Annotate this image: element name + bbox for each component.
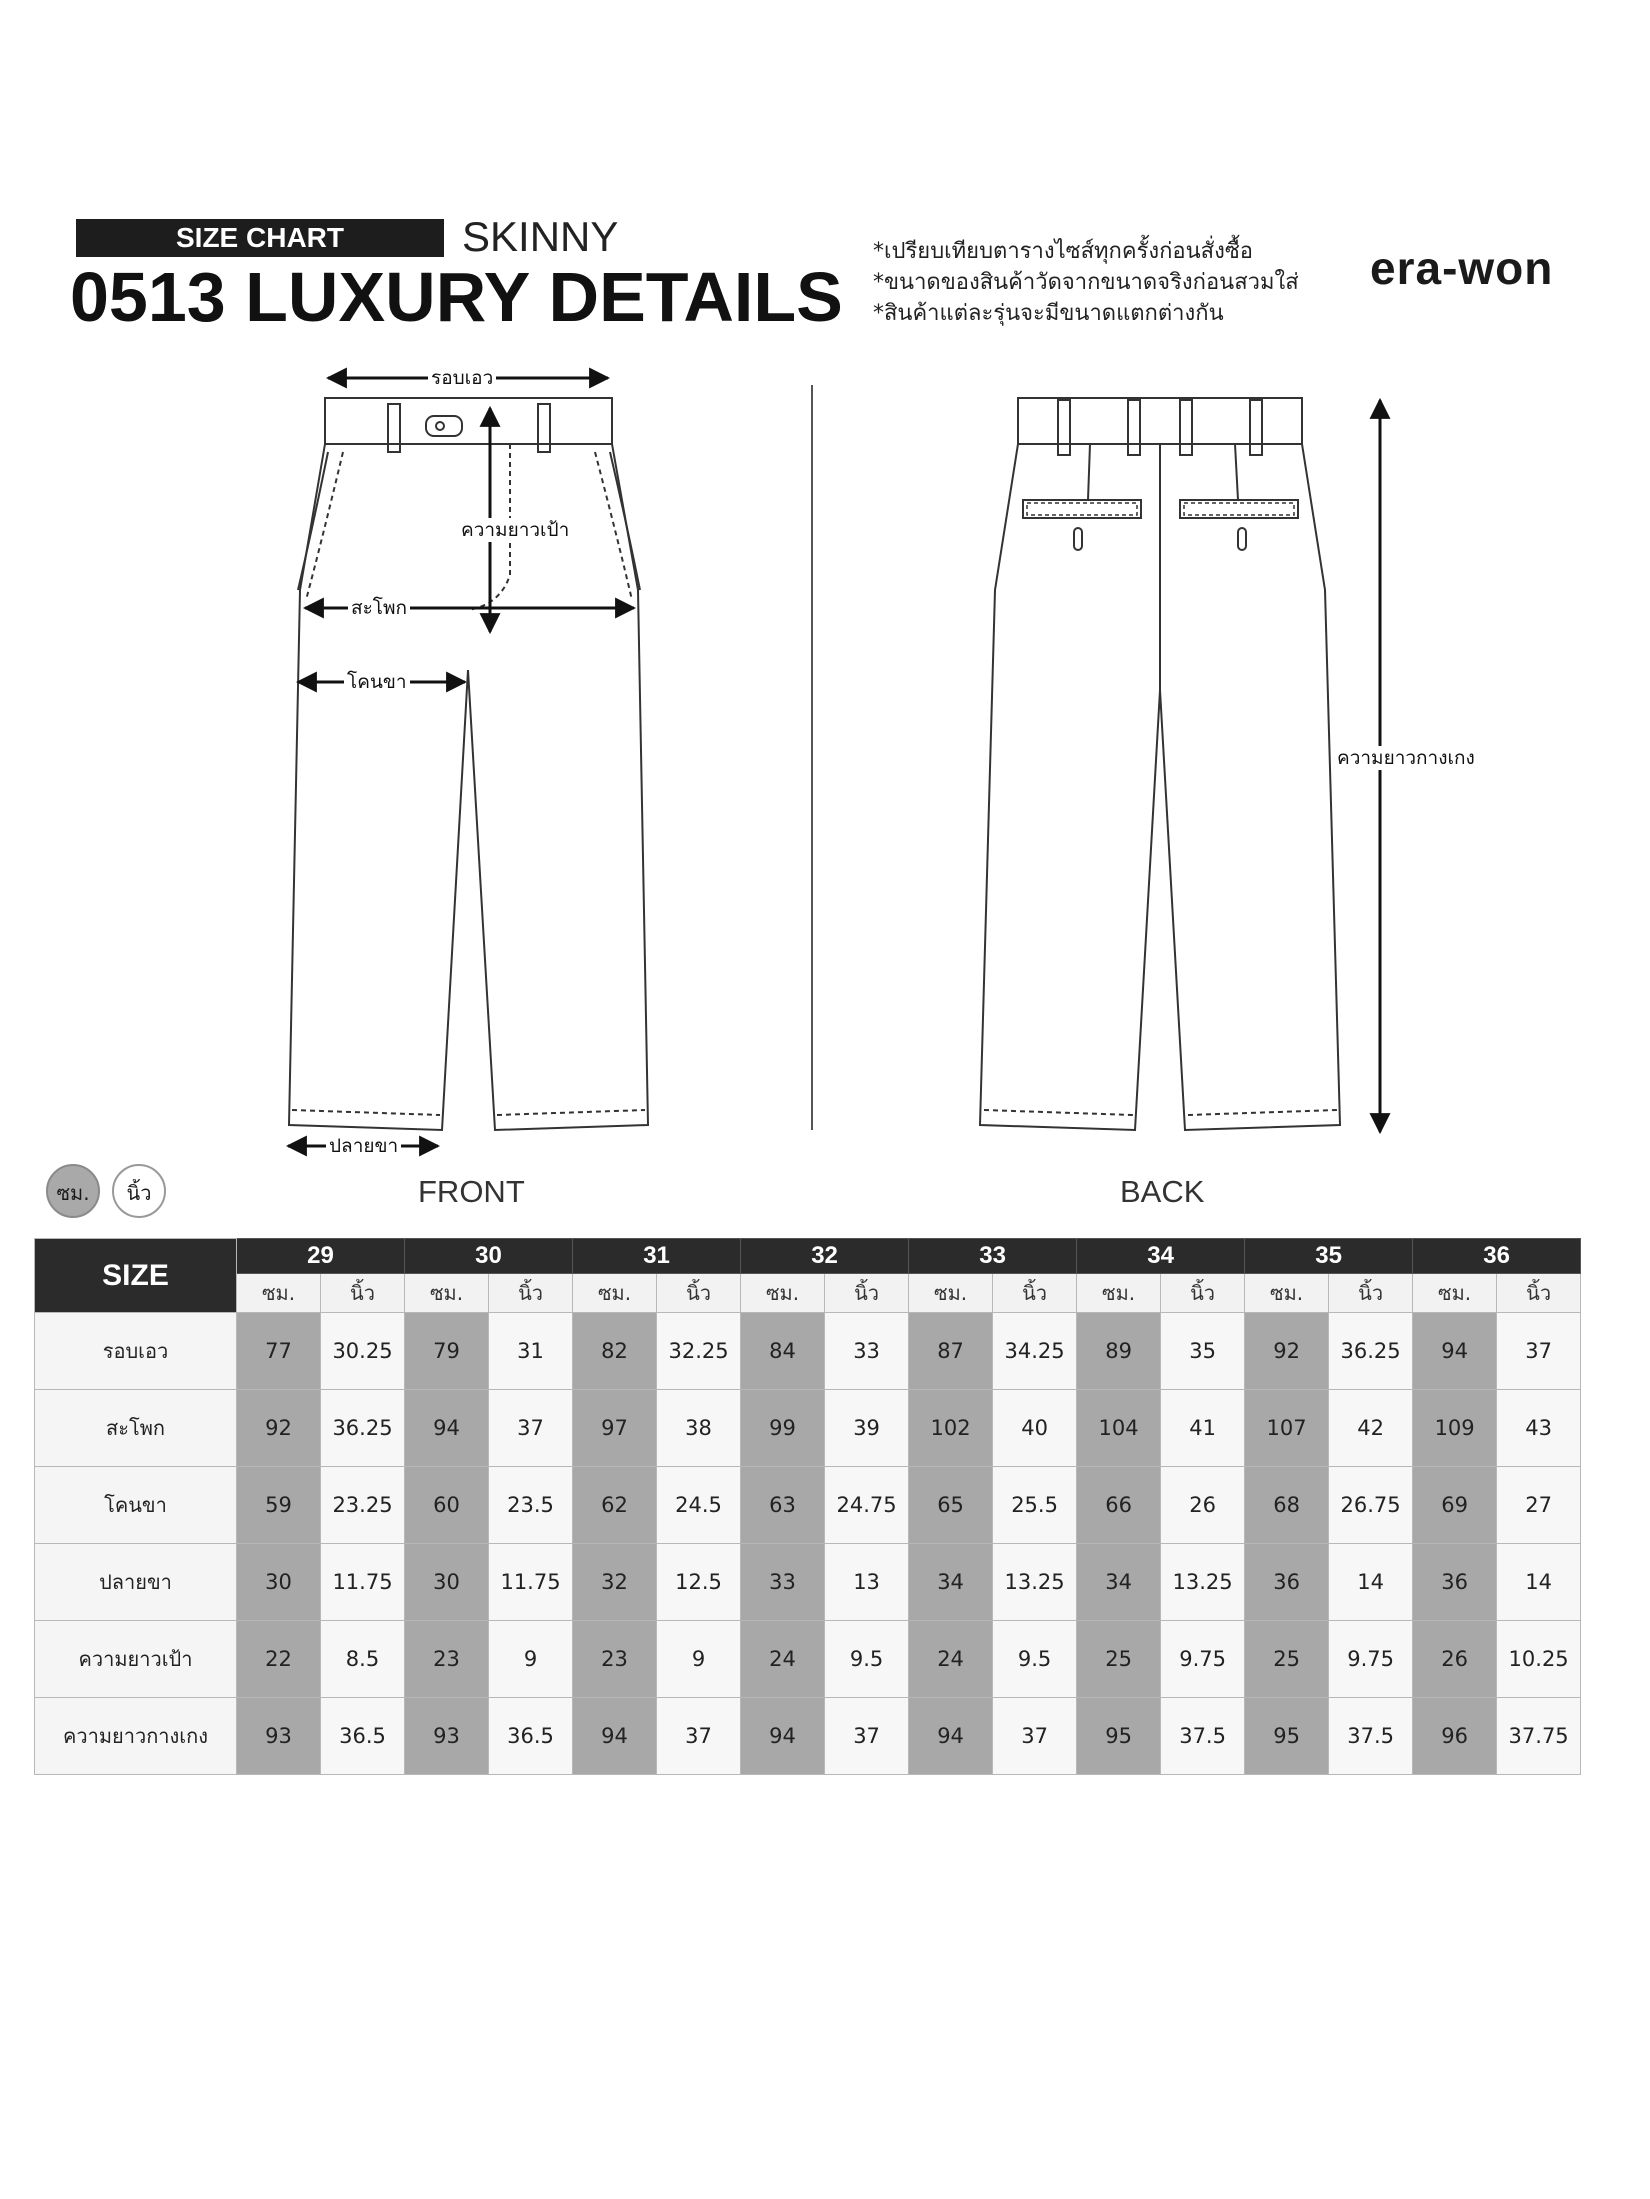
cell-cm: 93 [405,1698,489,1775]
cell-cm: 59 [237,1467,321,1544]
cell-in: 8.5 [321,1621,405,1698]
cell-cm: 107 [1245,1390,1329,1467]
cell-cm: 94 [741,1698,825,1775]
cell-in: 43 [1497,1390,1581,1467]
cell-in: 42 [1329,1390,1413,1467]
cell-in: 37 [1497,1313,1581,1390]
row-label: สะโพก [35,1390,237,1467]
cell-in: 36.25 [321,1390,405,1467]
cell-in: 36.25 [1329,1313,1413,1390]
cell-in: 12.5 [657,1544,741,1621]
cell-cm: 94 [1413,1313,1497,1390]
cell-in: 9.5 [993,1621,1077,1698]
cell-in: 36.5 [321,1698,405,1775]
table-row [35,1390,1581,1467]
unit-in-header: นิ้ว [321,1274,405,1313]
unit-in-header: นิ้ว [1497,1274,1581,1313]
cell-cm: 60 [405,1467,489,1544]
cell-in: 11.75 [321,1544,405,1621]
row-label: ปลายขา [35,1544,237,1621]
cell-in: 13.25 [1161,1544,1245,1621]
unit-cm-header: ซม. [1413,1274,1497,1313]
note-compare: *เปรียบเทียบตารางไซส์ทุกครั้งก่อนสั่งซื้อ [873,239,1253,264]
cell-in: 41 [1161,1390,1245,1467]
size-34-header: 34 [1077,1239,1245,1274]
waist-label: รอบเอว [428,366,496,390]
row-label: รอบเอว [35,1313,237,1390]
cell-cm: 84 [741,1313,825,1390]
cell-in: 10.25 [1497,1621,1581,1698]
unit-cm-header: ซม. [909,1274,993,1313]
cell-in: 39 [825,1390,909,1467]
cell-in: 9.5 [825,1621,909,1698]
fit-label: SKINNY [462,213,619,260]
cell-in: 34.25 [993,1313,1077,1390]
unit-cm-header: ซม. [1245,1274,1329,1313]
cell-cm: 36 [1245,1544,1329,1621]
cell-in: 25.5 [993,1467,1077,1544]
unit-toggle-cm[interactable]: ซม. [46,1164,100,1218]
unit-toggle-inch[interactable]: นิ้ว [112,1164,166,1218]
cell-cm: 68 [1245,1467,1329,1544]
size-header-row [35,1239,1581,1274]
cell-in: 24.75 [825,1467,909,1544]
cell-cm: 94 [573,1698,657,1775]
unit-cm-header: ซม. [573,1274,657,1313]
front-pants-drawing [289,398,648,1130]
unit-in-header: นิ้ว [1161,1274,1245,1313]
cell-cm: 65 [909,1467,993,1544]
cell-cm: 36 [1413,1544,1497,1621]
unit-cm-header: ซม. [237,1274,321,1313]
unit-header-row [35,1274,1581,1313]
cell-in: 23.5 [489,1467,573,1544]
cell-cm: 34 [1077,1544,1161,1621]
cell-in: 9 [657,1621,741,1698]
product-title: 0513 LUXURY DETAILS [70,258,843,336]
size-36-header: 36 [1413,1239,1581,1274]
table-row [35,1313,1581,1390]
cell-cm: 22 [237,1621,321,1698]
size-chart-label: SIZE CHART [76,219,444,257]
unit-in-header: นิ้ว [657,1274,741,1313]
cell-in: 9.75 [1161,1621,1245,1698]
cell-in: 37.75 [1497,1698,1581,1775]
cell-in: 14 [1497,1544,1581,1621]
cell-cm: 33 [741,1544,825,1621]
unit-in-header: นิ้ว [489,1274,573,1313]
cell-cm: 92 [237,1390,321,1467]
row-label: โคนขา [35,1467,237,1544]
cell-in: 37 [825,1698,909,1775]
rise-label: ความยาวเป้า [458,518,572,542]
cell-cm: 62 [573,1467,657,1544]
cell-in: 37 [489,1390,573,1467]
unit-in-header: นิ้ว [993,1274,1077,1313]
back-pants-drawing [980,398,1340,1130]
size-30-header: 30 [405,1239,573,1274]
unit-cm-header: ซม. [741,1274,825,1313]
cell-cm: 32 [573,1544,657,1621]
size-29-header: 29 [237,1239,405,1274]
table-row [35,1621,1581,1698]
cell-cm: 95 [1245,1698,1329,1775]
cell-cm: 26 [1413,1621,1497,1698]
cell-cm: 79 [405,1313,489,1390]
cell-cm: 92 [1245,1313,1329,1390]
cell-cm: 77 [237,1313,321,1390]
cell-in: 37 [993,1698,1077,1775]
size-31-header: 31 [573,1239,741,1274]
cell-cm: 30 [405,1544,489,1621]
cell-in: 33 [825,1313,909,1390]
row-label: ความยาวเป้า [35,1621,237,1698]
size-33-header: 33 [909,1239,1077,1274]
cell-cm: 82 [573,1313,657,1390]
back-label: BACK [1120,1174,1205,1209]
cell-cm: 99 [741,1390,825,1467]
cell-cm: 24 [741,1621,825,1698]
unit-cm-header: ซม. [1077,1274,1161,1313]
cell-cm: 34 [909,1544,993,1621]
cell-in: 37.5 [1161,1698,1245,1775]
cell-in: 13 [825,1544,909,1621]
size-header: SIZE [35,1239,237,1313]
cell-cm: 104 [1077,1390,1161,1467]
cell-cm: 24 [909,1621,993,1698]
cell-cm: 63 [741,1467,825,1544]
cell-cm: 109 [1413,1390,1497,1467]
cell-in: 9.75 [1329,1621,1413,1698]
thigh-label: โคนขา [344,670,410,694]
table-row [35,1698,1581,1775]
cell-in: 14 [1329,1544,1413,1621]
row-label: ความยาวกางเกง [35,1698,237,1775]
cell-in: 30.25 [321,1313,405,1390]
cell-in: 31 [489,1313,573,1390]
size-table-body [35,1313,1581,1775]
cell-cm: 93 [237,1698,321,1775]
note-variation: *สินค้าแต่ละรุ่นจะมีขนาดแตกต่างกัน [873,301,1224,326]
size-35-header: 35 [1245,1239,1413,1274]
cell-cm: 95 [1077,1698,1161,1775]
length-label: ความยาวกางเกง [1334,746,1478,770]
cell-in: 23.25 [321,1467,405,1544]
cell-cm: 102 [909,1390,993,1467]
cell-in: 40 [993,1390,1077,1467]
cell-in: 35 [1161,1313,1245,1390]
front-label: FRONT [418,1174,525,1209]
cell-cm: 94 [909,1698,993,1775]
cell-in: 24.5 [657,1467,741,1544]
cell-cm: 69 [1413,1467,1497,1544]
table-row [35,1467,1581,1544]
cell-in: 36.5 [489,1698,573,1775]
cell-in: 26 [1161,1467,1245,1544]
cell-in: 38 [657,1390,741,1467]
note-measurement: *ขนาดของสินค้าวัดจากขนาดจริงก่อนสวมใส่ [873,270,1299,295]
cell-cm: 89 [1077,1313,1161,1390]
cell-in: 27 [1497,1467,1581,1544]
cell-in: 37.5 [1329,1698,1413,1775]
cell-cm: 30 [237,1544,321,1621]
cell-cm: 25 [1077,1621,1161,1698]
cell-cm: 87 [909,1313,993,1390]
cell-cm: 96 [1413,1698,1497,1775]
cell-cm: 66 [1077,1467,1161,1544]
cell-cm: 94 [405,1390,489,1467]
cell-in: 11.75 [489,1544,573,1621]
unit-in-header: นิ้ว [825,1274,909,1313]
cell-cm: 25 [1245,1621,1329,1698]
cell-in: 26.75 [1329,1467,1413,1544]
hem-label: ปลายขา [326,1134,401,1158]
cell-in: 37 [657,1698,741,1775]
unit-cm-header: ซม. [405,1274,489,1313]
hip-label: สะโพก [348,596,410,620]
size-32-header: 32 [741,1239,909,1274]
notes [873,236,1299,329]
cell-in: 13.25 [993,1544,1077,1621]
size-table [34,1238,1581,1775]
cell-in: 32.25 [657,1313,741,1390]
table-row [35,1544,1581,1621]
cell-cm: 23 [573,1621,657,1698]
brand-logo: era-won [1370,242,1554,294]
cell-in: 9 [489,1621,573,1698]
cell-cm: 23 [405,1621,489,1698]
unit-in-header: นิ้ว [1329,1274,1413,1313]
cell-cm: 97 [573,1390,657,1467]
